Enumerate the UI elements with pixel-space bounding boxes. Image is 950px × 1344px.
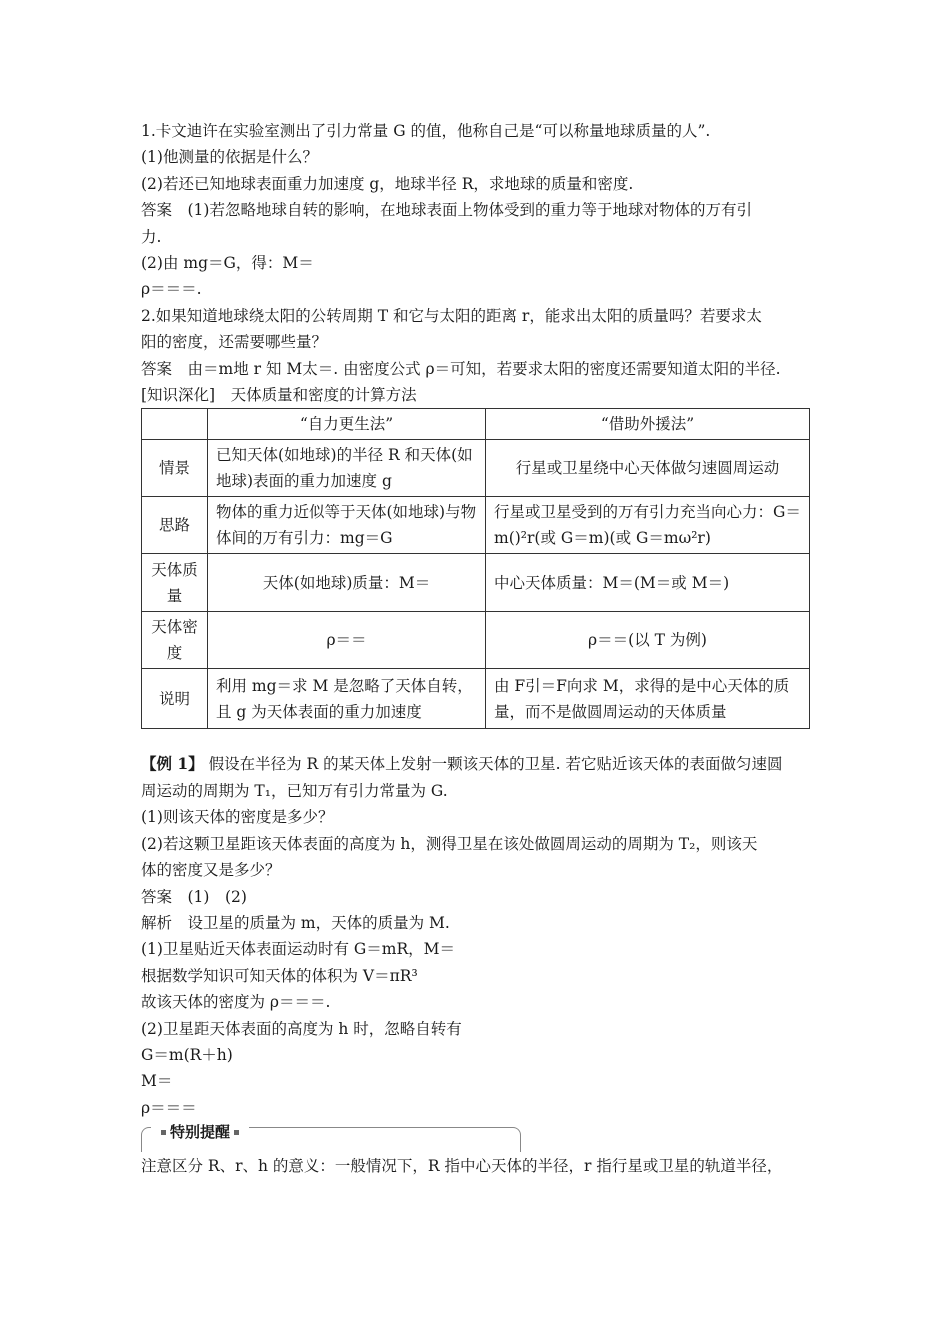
reminder-label (151, 1121, 249, 1142)
q1-answer-line-1: 答案 (1)若忽略地球自转的影响，在地球表面上物体受到的重力等于地球对物体的万有引 (141, 201, 752, 220)
table-cell: 已知天体(如地球)的半径 R 和天体(如地球)表面的重力加速度 g (208, 440, 486, 497)
q2-line-2: 阳的密度，还需要哪些量？ (141, 333, 328, 352)
table-cell: 由 F引＝F向求 M，求得的是中心天体的质量，而不是做圆周运动的天体质量 (486, 669, 810, 729)
q1-line-3: (2)若还已知地球表面重力加速度 g，地球半径 R，求地球的质量和密度. (141, 174, 634, 193)
table-cell: ρ＝＝ (208, 612, 486, 669)
example-line-4: (2)若这颗卫星距该天体表面的高度为 h，测得卫星在该处做圆周运动的周期为 T₂，则该天 (141, 834, 758, 853)
table-header-row (142, 409, 810, 440)
example-answer: 答案 (1) (2) (141, 887, 247, 906)
table-row (142, 669, 810, 729)
table-row (142, 440, 810, 497)
table-cell: 思路 (142, 497, 208, 554)
table-cell: 中心天体质量：M＝(M＝或 M＝) (486, 554, 810, 612)
example-line-2: 周运动的周期为 T₁，已知万有引力常量为 G. (141, 781, 448, 800)
solution-line-8: ρ＝＝＝ (141, 1098, 197, 1117)
solution-line-1: 解析 设卫星的质量为 m，天体的质量为 M. (141, 913, 450, 932)
table-cell: 行星或卫星绕中心天体做匀速圆周运动 (486, 440, 810, 497)
special-reminder-box (141, 1123, 811, 1153)
table-row (142, 497, 810, 554)
solution-line-2: (1)卫星贴近天体表面运动时有 G＝mR，M＝ (141, 940, 456, 959)
example-line-3: (1)则该天体的密度是多少？ (141, 808, 334, 827)
q1-answer-line-2: 力. (141, 227, 162, 246)
solution-line-7: M＝ (141, 1072, 173, 1091)
example-line-1 (141, 751, 811, 777)
table-row (142, 612, 810, 669)
table-cell: 天体质量 (142, 554, 208, 612)
bullet-square-icon (161, 1130, 166, 1135)
solution-line-4: 故该天体的密度为 ρ＝＝＝. (141, 993, 331, 1012)
q1-line-1: 1.卡文迪许在实验室测出了引力常量 G 的值，他称自己是“可以称量地球质量的人”. (141, 122, 711, 140)
q1-answer-line-3: (2)由 mg＝G，得：M＝ (141, 254, 314, 273)
solution-line-6: G＝m(R＋h) (141, 1045, 233, 1064)
q2-line-1: 2.如果知道地球绕太阳的公转周期 T 和它与太阳的距离 r，能求出太阳的质量吗？若要求太 (141, 306, 762, 325)
table-cell: 利用 mg＝求 M 是忽略了天体自转，且 g 为天体表面的重力加速度 (208, 669, 486, 729)
table-row (142, 554, 810, 612)
table-cell: 行星或卫星受到的万有引力充当向心力：G＝m()²r(或 G＝m)(或 G＝mω²r) (486, 497, 810, 554)
table-header-cell (142, 409, 208, 440)
table-header-cell: “借助外援法” (486, 409, 810, 440)
q1-answer-line-4: ρ＝＝＝. (141, 280, 202, 299)
example-line-5: 体的密度又是多少？ (141, 861, 281, 880)
knowledge-heading: [知识深化] 天体质量和密度的计算方法 (141, 386, 417, 405)
reminder-label-text: 特别提醒 (170, 1123, 231, 1142)
table-cell: 情景 (142, 440, 208, 497)
example-text: 假设在半径为 R 的某天体上发射一颗该天体的卫星. 若它贴近该天体的表面做匀速圆 (208, 755, 783, 774)
example-tag: 【例 1】 (141, 754, 204, 774)
bullet-square-icon (234, 1130, 239, 1135)
table-cell: ρ＝＝(以 T 为例) (486, 612, 810, 669)
table-cell: 说明 (142, 669, 208, 729)
table-cell: 天体密度 (142, 612, 208, 669)
q2-answer: 答案 由＝m地 r 知 M太＝. 由密度公式 ρ＝可知，若要求太阳的密度还需要知道太阳的半径. (141, 359, 781, 378)
table-cell: 天体(如地球)质量：M＝ (208, 554, 486, 612)
table-header-cell: “自力更生法” (208, 409, 486, 440)
solution-line-5: (2)卫星距天体表面的高度为 h 时，忽略自转有 (141, 1019, 462, 1038)
solution-line-3: 根据数学知识可知天体的体积为 V＝πR³ (141, 966, 418, 985)
methods-table (141, 408, 810, 729)
q1-line-2: (1)他测量的依据是什么？ (141, 148, 318, 167)
reminder-text: 注意区分 R、r、h 的意义：一般情况下，R 指中心天体的半径，r 指行星或卫星的轨道半径， (141, 1157, 783, 1176)
document-page (141, 118, 811, 1180)
table-cell: 物体的重力近似等于天体(如地球)与物体间的万有引力：mg＝G (208, 497, 486, 554)
